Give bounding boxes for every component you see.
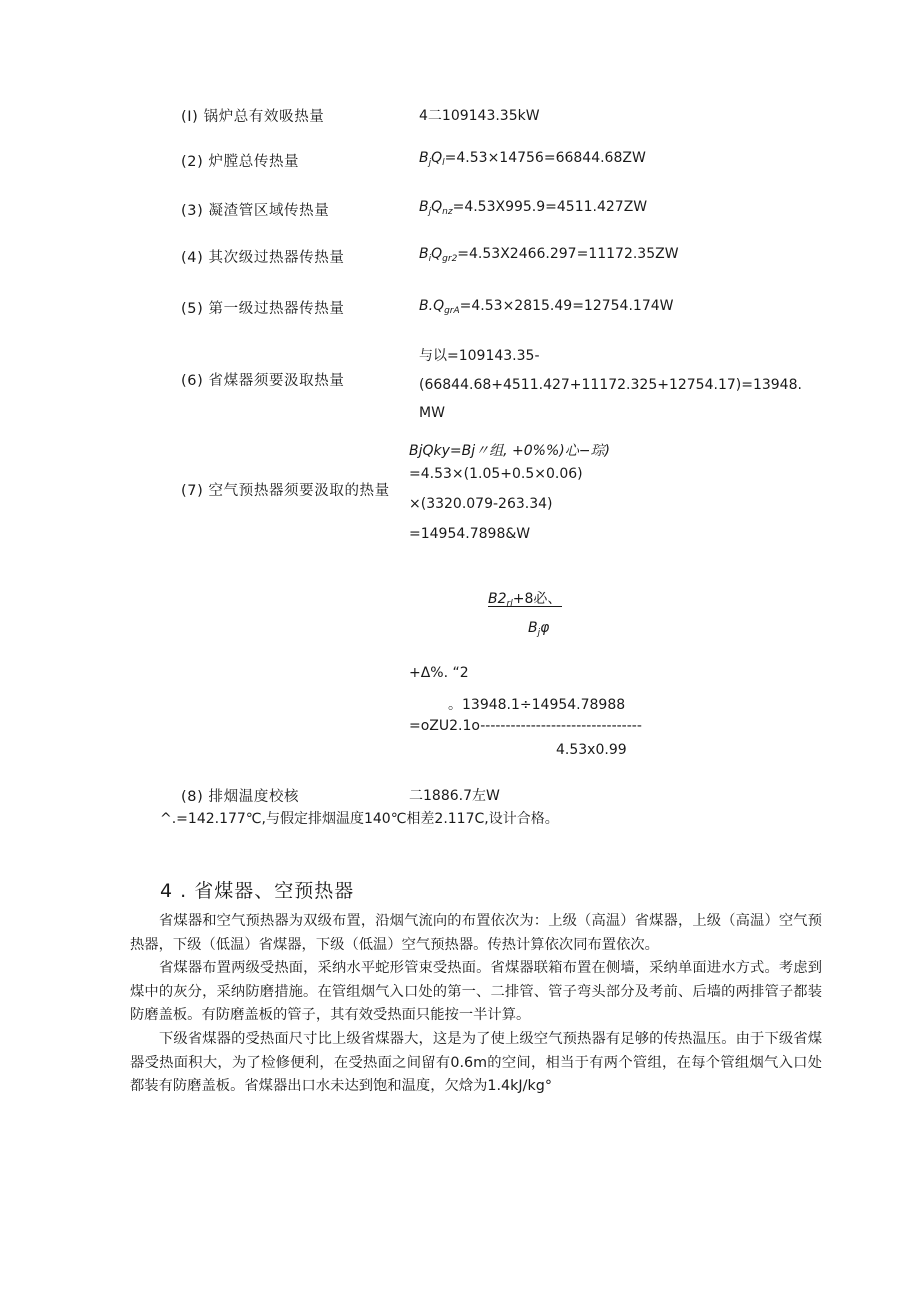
item-4-label: (4) 其次级过热器传热量 [181,250,345,266]
item-3-value: $B_jQ_{nz}=4.53X995.9=4511.427ZW$ [419,199,648,217]
paragraph-3: 下级省煤器的受热面尺寸比上级省煤器大，这是为了使上级空气预热器有足够的传热温压。由于下级省煤器受热面积大，为了检修便利，在受热面之间留有0.6m的空间，相当于有两个管组，在每个管组烟气入口处都装有防磨盖板。省煤器出口水未达到饱和温度，欠焓为1.4kJ/kg° [130,1031,822,1094]
paragraph-1: 省煤器和空气预热器为双级布置，沿烟气流向的布置依次为：上级（高温）省煤器，上级（高温）空气预热器，下级（低温）省煤器，下级（低温）空气预热器。传热计算依次同布置依次。 [130,913,822,953]
item-2-label: (2) 炉膛总传热量 [181,154,300,170]
item-8-value: 二1886.7左W [409,788,500,804]
item-3-label: (3) 凝渣管区域传热量 [181,203,330,219]
item-5-label: (5) 第一级过热器传热量 [181,301,345,317]
item-6-label: (6) 省煤器须要汲取热量 [181,373,345,389]
item-6-line-1: 与以=109143.35- [419,348,540,364]
section-heading: 4 . 省煤器、空预热器 [160,880,355,902]
formula-line-2: 。13948.1÷14954.78988 [448,697,626,713]
item-7-line-2: =4.53×(1.05+0.5×0.06) [409,466,583,482]
item-1-label: (I) 锅炉总有效吸热量 [181,109,325,125]
formula-line-1: +Δ%. “2 [409,665,469,681]
item-7-line-1: BjQky=Bj〃组, +0%%)心−琮) [409,443,610,459]
formula-line-4: 4.53x0.99 [556,742,627,758]
formula-numerator: $B2_{rl}+8$必、 [488,591,562,609]
item-5-value: $B.Q_{grA}=4.53\times 2815.49=12754.174W$ [419,298,674,316]
item-7-line-3: ×(3320.079-263.34) [409,496,553,512]
item-7-line-4: =14954.7898&W [409,526,531,542]
item-6-line-3: MW [419,405,445,421]
item-2-value: $B_jQ_l=4.53\times 14756=66844.68ZW$ [419,150,646,168]
item-6-line-2: (66844.68+4511.427+11172.325+12754.17)=13948. [419,377,802,393]
item-8-label: (8) 排烟温度校核 [181,789,300,805]
item-7-label: (7) 空气预热器须要汲取的热量 [181,483,390,499]
paragraph-2: 省煤器布置两级受热面，采纳水平蛇形管束受热面。省煤器联箱布置在侧墙，采纳单面进水方式。考虑到煤中的灰分，采纳防磨措施。在管组烟气入口处的第一、二排管、管子弯头部分及考前、后墙的两排管子都装防磨盖板。有防磨盖板的管子，其有效受热面只能按一半计算。 [130,960,822,1023]
fraction-bar [488,606,562,607]
item-4-value: $B_iQ_{gr2}=4.53X2466.297=11172.35ZW$ [419,246,679,264]
item-1-value: 4二109143.35kW [419,108,540,124]
formula-denominator: $B_j\varphi$ [528,620,550,638]
formula-line-3: =oZU2.1o-------------------------------- [409,718,642,734]
result-line: ^.=142.177℃,与假定排烟温度140℃相差2.117C,设计合格。 [160,811,559,827]
